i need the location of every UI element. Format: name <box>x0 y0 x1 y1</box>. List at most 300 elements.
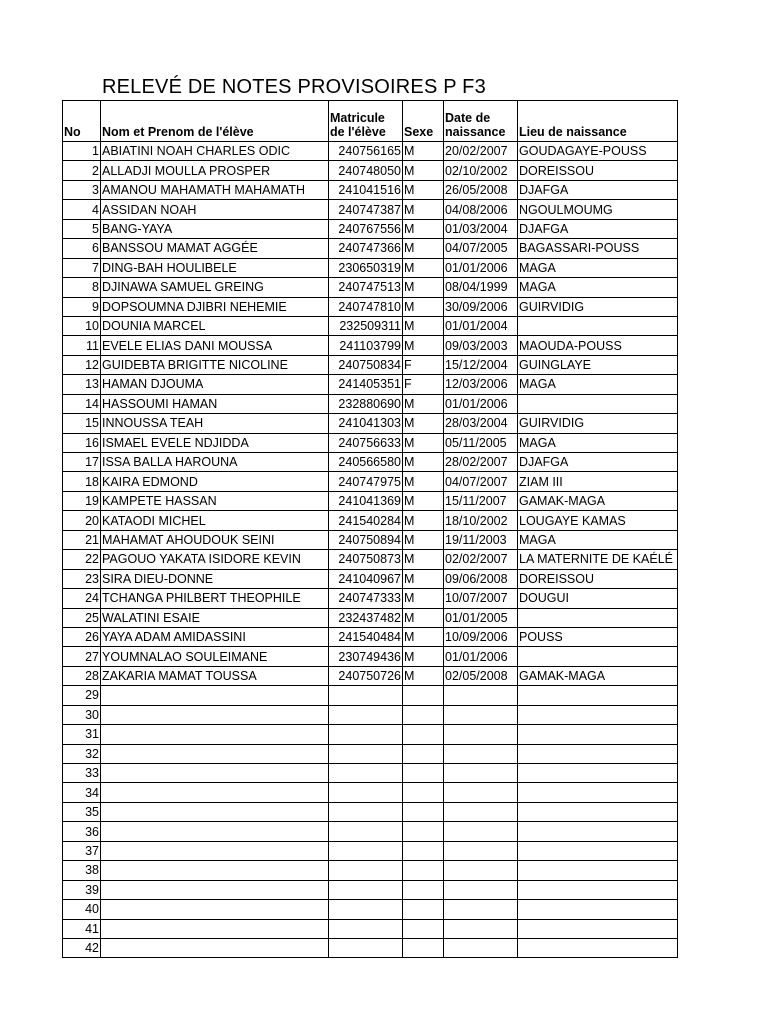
student-name-cell: DOUNIA MARCEL <box>101 316 329 335</box>
student-name-cell: DING-BAH HOULIBELE <box>101 258 329 277</box>
student-name-cell <box>101 725 329 744</box>
matricule-cell: 230650319 <box>329 258 403 277</box>
table-row <box>63 219 678 238</box>
student-name-cell: INNOUSSA TEAH <box>101 414 329 433</box>
birth-date-cell <box>444 841 518 860</box>
sexe-cell: M <box>403 258 444 277</box>
matricule-cell: 240747387 <box>329 200 403 219</box>
birth-date-cell: 09/03/2003 <box>444 336 518 355</box>
student-name-cell: ISMAEL EVELE NDJIDDA <box>101 433 329 452</box>
birth-date-cell: 26/05/2008 <box>444 180 518 199</box>
table-row <box>63 375 678 394</box>
row-number-cell: 41 <box>63 919 101 938</box>
sexe-cell <box>403 802 444 821</box>
table-row <box>63 705 678 724</box>
birth-place-cell: DOREISSOU <box>518 569 678 588</box>
sexe-cell: M <box>403 278 444 297</box>
birth-date-cell: 01/01/2005 <box>444 608 518 627</box>
matricule-cell <box>329 725 403 744</box>
student-name-cell: EVELE ELIAS DANI MOUSSA <box>101 336 329 355</box>
row-number-cell: 2 <box>63 161 101 180</box>
student-name-cell: YOUMNALAO SOULEIMANE <box>101 647 329 666</box>
table-row <box>63 433 678 452</box>
birth-date-cell <box>444 919 518 938</box>
sexe-cell: M <box>403 142 444 161</box>
birth-date-cell: 09/06/2008 <box>444 569 518 588</box>
sexe-cell: M <box>403 161 444 180</box>
table-row <box>63 822 678 841</box>
birth-place-cell: MAGA <box>518 530 678 549</box>
matricule-cell <box>329 686 403 705</box>
birth-date-cell: 01/01/2006 <box>444 394 518 413</box>
birth-date-cell: 19/11/2003 <box>444 530 518 549</box>
table-row <box>63 900 678 919</box>
sexe-cell: M <box>403 453 444 472</box>
matricule-cell: 240750873 <box>329 550 403 569</box>
table-row <box>63 161 678 180</box>
row-number-cell: 42 <box>63 938 101 957</box>
birth-place-cell <box>518 880 678 899</box>
student-name-cell: HASSOUMI HAMAN <box>101 394 329 413</box>
birth-place-cell <box>518 841 678 860</box>
birth-date-cell <box>444 880 518 899</box>
birth-place-cell <box>518 316 678 335</box>
matricule-cell: 241540284 <box>329 511 403 530</box>
matricule-cell <box>329 822 403 841</box>
birth-place-cell: GAMAK-MAGA <box>518 666 678 685</box>
student-name-cell: ASSIDAN NOAH <box>101 200 329 219</box>
row-number-cell: 6 <box>63 239 101 258</box>
student-name-cell: KAIRA EDMOND <box>101 472 329 491</box>
sexe-cell: F <box>403 355 444 374</box>
sexe-cell: M <box>403 239 444 258</box>
student-name-cell: ZAKARIA MAMAT TOUSSA <box>101 666 329 685</box>
table-row <box>63 336 678 355</box>
birth-place-cell <box>518 764 678 783</box>
sexe-cell: M <box>403 589 444 608</box>
birth-place-cell <box>518 861 678 880</box>
matricule-cell: 240767556 <box>329 219 403 238</box>
student-name-cell: SIRA DIEU-DONNE <box>101 569 329 588</box>
table-row <box>63 550 678 569</box>
row-number-cell: 27 <box>63 647 101 666</box>
birth-place-cell <box>518 919 678 938</box>
birth-date-cell: 15/11/2007 <box>444 491 518 510</box>
birth-place-cell <box>518 725 678 744</box>
row-number-cell: 25 <box>63 608 101 627</box>
table-row <box>63 569 678 588</box>
student-name-cell: TCHANGA PHILBERT THEOPHILE <box>101 589 329 608</box>
student-name-cell: HAMAN DJOUMA <box>101 375 329 394</box>
sexe-cell: M <box>403 569 444 588</box>
birth-date-cell <box>444 900 518 919</box>
row-number-cell: 12 <box>63 355 101 374</box>
row-number-cell: 37 <box>63 841 101 860</box>
student-name-cell <box>101 900 329 919</box>
row-number-cell: 7 <box>63 258 101 277</box>
matricule-cell: 240747513 <box>329 278 403 297</box>
birth-date-cell: 02/05/2008 <box>444 666 518 685</box>
sexe-cell: M <box>403 666 444 685</box>
sexe-cell: M <box>403 511 444 530</box>
birth-date-cell <box>444 705 518 724</box>
sexe-cell: M <box>403 472 444 491</box>
sexe-cell: M <box>403 219 444 238</box>
birth-date-cell: 01/01/2006 <box>444 647 518 666</box>
birth-date-cell <box>444 783 518 802</box>
birth-place-cell: DOREISSOU <box>518 161 678 180</box>
table-row <box>63 764 678 783</box>
matricule-cell <box>329 919 403 938</box>
matricule-cell <box>329 880 403 899</box>
birth-date-cell: 05/11/2005 <box>444 433 518 452</box>
row-number-cell: 40 <box>63 900 101 919</box>
student-name-cell: WALATINI ESAIE <box>101 608 329 627</box>
student-name-cell <box>101 764 329 783</box>
birth-place-cell <box>518 938 678 957</box>
birth-place-cell: NGOULMOUMG <box>518 200 678 219</box>
birth-date-cell: 30/09/2006 <box>444 297 518 316</box>
sexe-cell: M <box>403 647 444 666</box>
row-number-cell: 1 <box>63 142 101 161</box>
sexe-cell: M <box>403 316 444 335</box>
table-row <box>63 316 678 335</box>
sexe-cell: M <box>403 394 444 413</box>
matricule-cell <box>329 744 403 763</box>
birth-place-cell <box>518 900 678 919</box>
sexe-cell <box>403 725 444 744</box>
sexe-cell <box>403 861 444 880</box>
birth-place-cell: BAGASSARI-POUSS <box>518 239 678 258</box>
row-number-cell: 32 <box>63 744 101 763</box>
sexe-cell <box>403 841 444 860</box>
birth-place-cell: GOUDAGAYE-POUSS <box>518 142 678 161</box>
table-row <box>63 453 678 472</box>
sexe-cell <box>403 744 444 763</box>
row-number-cell: 30 <box>63 705 101 724</box>
matricule-cell <box>329 861 403 880</box>
birth-date-cell: 01/01/2006 <box>444 258 518 277</box>
birth-date-cell: 20/02/2007 <box>444 142 518 161</box>
sexe-cell: M <box>403 200 444 219</box>
birth-date-cell: 02/02/2007 <box>444 550 518 569</box>
student-name-cell: DOPSOUMNA DJIBRI NEHEMIE <box>101 297 329 316</box>
row-number-cell: 14 <box>63 394 101 413</box>
student-name-cell <box>101 705 329 724</box>
student-name-cell: MAHAMAT AHOUDOUK SEINI <box>101 530 329 549</box>
table-row <box>63 142 678 161</box>
birth-date-cell: 18/10/2002 <box>444 511 518 530</box>
row-number-cell: 21 <box>63 530 101 549</box>
table-row <box>63 297 678 316</box>
birth-place-cell <box>518 608 678 627</box>
table-row <box>63 880 678 899</box>
student-name-cell: KATAODI MICHEL <box>101 511 329 530</box>
birth-place-cell: GUIRVIDIG <box>518 414 678 433</box>
table-row <box>63 239 678 258</box>
table-row <box>63 744 678 763</box>
birth-date-cell <box>444 938 518 957</box>
row-number-cell: 22 <box>63 550 101 569</box>
birth-date-cell: 10/07/2007 <box>444 589 518 608</box>
student-name-cell <box>101 841 329 860</box>
sexe-cell: M <box>403 414 444 433</box>
matricule-cell: 241103799 <box>329 336 403 355</box>
sexe-cell <box>403 822 444 841</box>
row-number-cell: 16 <box>63 433 101 452</box>
matricule-cell: 241540484 <box>329 627 403 646</box>
matricule-cell: 232437482 <box>329 608 403 627</box>
sexe-cell: F <box>403 375 444 394</box>
column-header-name: Nom et Prenom de l'élève <box>101 101 329 142</box>
birth-place-cell: ZIAM III <box>518 472 678 491</box>
matricule-cell: 240747975 <box>329 472 403 491</box>
table-row <box>63 491 678 510</box>
student-name-cell: ALLADJI MOULLA PROSPER <box>101 161 329 180</box>
row-number-cell: 10 <box>63 316 101 335</box>
matricule-cell: 241040967 <box>329 569 403 588</box>
student-name-cell: ISSA BALLA HAROUNA <box>101 453 329 472</box>
student-name-cell: YAYA ADAM AMIDASSINI <box>101 627 329 646</box>
table-row <box>63 686 678 705</box>
table-row <box>63 725 678 744</box>
row-number-cell: 9 <box>63 297 101 316</box>
row-number-cell: 24 <box>63 589 101 608</box>
row-number-cell: 4 <box>63 200 101 219</box>
table-row <box>63 414 678 433</box>
birth-date-cell <box>444 744 518 763</box>
student-name-cell <box>101 744 329 763</box>
sexe-cell: M <box>403 627 444 646</box>
table-row <box>63 472 678 491</box>
sexe-cell <box>403 880 444 899</box>
table-row <box>63 919 678 938</box>
birth-date-cell: 28/02/2007 <box>444 453 518 472</box>
sexe-cell <box>403 705 444 724</box>
birth-place-cell <box>518 686 678 705</box>
matricule-cell <box>329 802 403 821</box>
row-number-cell: 38 <box>63 861 101 880</box>
sexe-cell <box>403 900 444 919</box>
student-table <box>62 100 678 958</box>
matricule-cell <box>329 783 403 802</box>
row-number-cell: 39 <box>63 880 101 899</box>
matricule-cell: 240747810 <box>329 297 403 316</box>
birth-place-cell <box>518 802 678 821</box>
table-body <box>63 142 678 958</box>
birth-place-cell: MAGA <box>518 375 678 394</box>
student-name-cell <box>101 822 329 841</box>
birth-place-cell: GUINGLAYE <box>518 355 678 374</box>
matricule-cell <box>329 764 403 783</box>
row-number-cell: 3 <box>63 180 101 199</box>
birth-date-cell: 01/03/2004 <box>444 219 518 238</box>
birth-place-cell: DJAFGA <box>518 453 678 472</box>
row-number-cell: 28 <box>63 666 101 685</box>
birth-place-cell: LA MATERNITE DE KAÉLÉ <box>518 550 678 569</box>
matricule-cell: 240756165 <box>329 142 403 161</box>
matricule-cell <box>329 705 403 724</box>
birth-date-cell: 02/10/2002 <box>444 161 518 180</box>
matricule-cell: 240750894 <box>329 530 403 549</box>
table-row <box>63 511 678 530</box>
birth-date-cell <box>444 764 518 783</box>
birth-place-cell: MAGA <box>518 278 678 297</box>
matricule-cell: 240750726 <box>329 666 403 685</box>
sexe-cell: M <box>403 433 444 452</box>
birth-date-cell: 04/07/2007 <box>444 472 518 491</box>
table-row <box>63 783 678 802</box>
birth-date-cell: 15/12/2004 <box>444 355 518 374</box>
matricule-cell: 241041303 <box>329 414 403 433</box>
row-number-cell: 18 <box>63 472 101 491</box>
row-number-cell: 11 <box>63 336 101 355</box>
student-name-cell <box>101 802 329 821</box>
student-name-cell <box>101 686 329 705</box>
row-number-cell: 31 <box>63 725 101 744</box>
birth-place-cell: POUSS <box>518 627 678 646</box>
sexe-cell: M <box>403 491 444 510</box>
sexe-cell <box>403 783 444 802</box>
table-row <box>63 841 678 860</box>
student-name-cell <box>101 783 329 802</box>
birth-place-cell <box>518 744 678 763</box>
table-row <box>63 861 678 880</box>
table-row <box>63 627 678 646</box>
table-row <box>63 394 678 413</box>
birth-place-cell: GUIRVIDIG <box>518 297 678 316</box>
sexe-cell: M <box>403 297 444 316</box>
table-row <box>63 180 678 199</box>
table-row <box>63 258 678 277</box>
birth-date-cell <box>444 725 518 744</box>
birth-place-cell <box>518 394 678 413</box>
row-number-cell: 29 <box>63 686 101 705</box>
student-name-cell: BANSSOU MAMAT AGGÉE <box>101 239 329 258</box>
table-row <box>63 530 678 549</box>
sexe-cell <box>403 919 444 938</box>
student-name-cell: BANG-YAYA <box>101 219 329 238</box>
matricule-cell: 240747333 <box>329 589 403 608</box>
birth-place-cell: LOUGAYE KAMAS <box>518 511 678 530</box>
student-name-cell <box>101 938 329 957</box>
birth-place-cell: MAGA <box>518 258 678 277</box>
table-row <box>63 608 678 627</box>
birth-place-cell: MAGA <box>518 433 678 452</box>
row-number-cell: 26 <box>63 627 101 646</box>
sexe-cell <box>403 764 444 783</box>
sexe-cell: M <box>403 608 444 627</box>
birth-place-cell <box>518 647 678 666</box>
student-name-cell: ABIATINI NOAH CHARLES ODIC <box>101 142 329 161</box>
table-row <box>63 355 678 374</box>
table-row <box>63 647 678 666</box>
birth-place-cell: GAMAK-MAGA <box>518 491 678 510</box>
birth-date-cell: 04/08/2006 <box>444 200 518 219</box>
table-row <box>63 802 678 821</box>
matricule-cell: 232509311 <box>329 316 403 335</box>
student-name-cell: PAGOUO YAKATA ISIDORE KEVIN <box>101 550 329 569</box>
sexe-cell: M <box>403 180 444 199</box>
student-name-cell: DJINAWA SAMUEL GREING <box>101 278 329 297</box>
row-number-cell: 8 <box>63 278 101 297</box>
student-name-cell <box>101 919 329 938</box>
birth-date-cell: 12/03/2006 <box>444 375 518 394</box>
matricule-cell: 241041369 <box>329 491 403 510</box>
matricule-cell: 230749436 <box>329 647 403 666</box>
birth-date-cell: 04/07/2005 <box>444 239 518 258</box>
matricule-cell: 240756633 <box>329 433 403 452</box>
matricule-cell: 232880690 <box>329 394 403 413</box>
birth-date-cell: 28/03/2004 <box>444 414 518 433</box>
matricule-cell: 240747366 <box>329 239 403 258</box>
table-row <box>63 200 678 219</box>
birth-date-cell <box>444 822 518 841</box>
sexe-cell: M <box>403 336 444 355</box>
student-name-cell: KAMPETE HASSAN <box>101 491 329 510</box>
birth-place-cell: MAOUDA-POUSS <box>518 336 678 355</box>
column-header-matricule: Matricule de l'élève <box>329 101 403 142</box>
birth-place-cell <box>518 822 678 841</box>
row-number-cell: 5 <box>63 219 101 238</box>
row-number-cell: 35 <box>63 802 101 821</box>
matricule-cell: 241405351 <box>329 375 403 394</box>
birth-place-cell <box>518 783 678 802</box>
matricule-cell: 241041516 <box>329 180 403 199</box>
matricule-cell: 240750834 <box>329 355 403 374</box>
birth-date-cell <box>444 861 518 880</box>
sexe-cell: M <box>403 530 444 549</box>
table-row <box>63 938 678 957</box>
birth-date-cell <box>444 686 518 705</box>
table-row <box>63 666 678 685</box>
birth-date-cell: 01/01/2004 <box>444 316 518 335</box>
column-header-no: No <box>63 101 101 142</box>
birth-date-cell <box>444 802 518 821</box>
row-number-cell: 36 <box>63 822 101 841</box>
birth-place-cell: DJAFGA <box>518 219 678 238</box>
student-name-cell <box>101 880 329 899</box>
row-number-cell: 17 <box>63 453 101 472</box>
sexe-cell <box>403 686 444 705</box>
row-number-cell: 13 <box>63 375 101 394</box>
birth-place-cell: DJAFGA <box>518 180 678 199</box>
row-number-cell: 33 <box>63 764 101 783</box>
birth-date-cell: 08/04/1999 <box>444 278 518 297</box>
table-row <box>63 278 678 297</box>
row-number-cell: 15 <box>63 414 101 433</box>
page-title: RELEVÉ DE NOTES PROVISOIRES P F3 <box>102 76 486 98</box>
student-name-cell: AMANOU MAHAMATH MAHAMATH <box>101 180 329 199</box>
matricule-cell <box>329 900 403 919</box>
row-number-cell: 19 <box>63 491 101 510</box>
matricule-cell <box>329 938 403 957</box>
sexe-cell <box>403 938 444 957</box>
table-row <box>63 589 678 608</box>
column-header-sexe: Sexe <box>403 101 444 142</box>
birth-place-cell <box>518 705 678 724</box>
birth-date-cell: 10/09/2006 <box>444 627 518 646</box>
sexe-cell: M <box>403 550 444 569</box>
birth-place-cell: DOUGUI <box>518 589 678 608</box>
student-name-cell <box>101 861 329 880</box>
student-name-cell: GUIDEBTA BRIGITTE NICOLINE <box>101 355 329 374</box>
column-header-place: Lieu de naissance <box>518 101 678 142</box>
matricule-cell: 240748050 <box>329 161 403 180</box>
row-number-cell: 20 <box>63 511 101 530</box>
column-header-dob: Date de naissance <box>444 101 518 142</box>
matricule-cell: 240566580 <box>329 453 403 472</box>
